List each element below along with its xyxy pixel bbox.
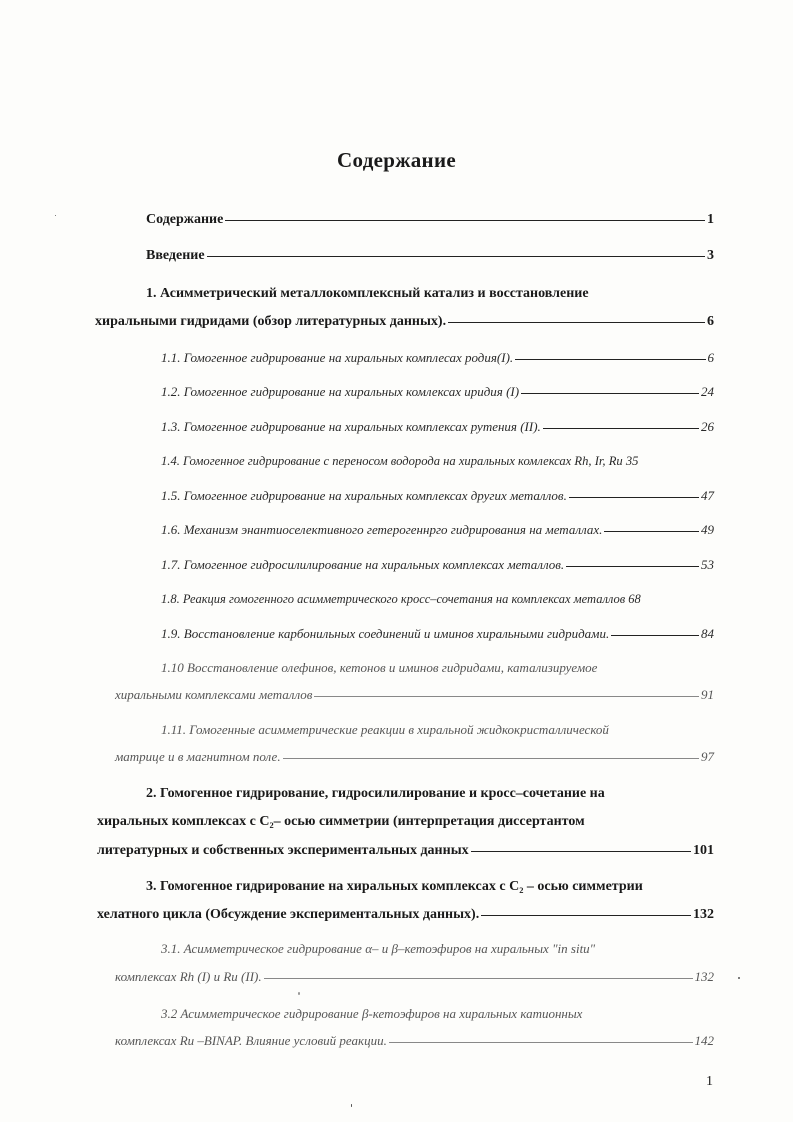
toc-entry-contents[interactable] [146,212,714,228]
entry-page: 132 [693,907,714,922]
toc-entry-1-3[interactable] [161,419,714,435]
entry-label: комплексах Rh (I) и Ru (II). [115,969,262,984]
entry-label: хиральными комплексами металлов [115,687,313,702]
toc-entry-3-2-line1[interactable]: 3.2 Асимметрическое гидрирование β-кетоэфиров на хиральных катионных [161,1006,583,1021]
leader-line [389,1042,693,1043]
entry-page: 24 [701,384,714,399]
toc-entry-1-line1[interactable]: 1. Асимметрический металлокомплексный катализ и восстановление [146,286,589,301]
entry-page: 142 [694,1033,714,1048]
toc-entry-1-11[interactable] [115,749,714,765]
entry-label: Введение [146,248,205,263]
toc-entry-1-10-line1[interactable]: 1.10 Восстановление олефинов, кетонов и иминов гидридами, катализируемое [161,660,598,675]
entry-label: 1.9. Восстановление карбонильных соединений и иминов хиральными гидридами. [161,626,610,641]
page-title: Содержание [337,148,456,172]
leader-line [264,978,693,979]
entry-page: 47 [701,488,714,503]
leader-line [611,635,699,636]
scan-speck [298,992,300,995]
toc-entry-1-1[interactable] [161,350,714,366]
entry-page: 49 [701,522,714,537]
toc-entry-3-1-line1[interactable]: 3.1. Асимметрическое гидрирование α– и β–кетоэфиров на хиральных "in situ" [161,941,596,956]
toc-entry-1-5[interactable] [161,488,714,504]
leader-line [604,531,699,532]
leader-line [448,322,705,323]
toc-entry-3-line1[interactable]: 3. Гомогенное гидрирование на хиральных комплексах с C₂ – осью симметрии [146,879,643,894]
leader-line [569,497,699,498]
entry-label: 1.1. Гомогенное гидрирование на хиральных комплесах родия(I). [161,350,514,365]
entry-label: Содержание [146,212,224,227]
toc-entry-1-2[interactable] [161,384,714,400]
leader-line [471,851,691,852]
entry-page: 6 [707,314,714,329]
entry-page: 97 [701,749,714,764]
scan-speck [55,215,56,216]
entry-label: хелатного цикла (Обсуждение экспериментальных данных). [97,907,480,922]
toc-entry-2[interactable] [97,843,714,859]
entry-page: 132 [694,969,714,984]
entry-page: 6 [707,350,714,365]
entry-page: 84 [701,626,714,641]
leader-line [283,758,699,759]
entry-label: матрице и в магнитном поле. [115,749,281,764]
toc-entry-1-10[interactable] [115,687,714,703]
toc-entry-3-1[interactable] [115,969,714,985]
toc-entry-2-line2[interactable]: хиральных комплексах с C₂– осью симметрии (интерпретация диссертантом [97,814,585,829]
toc-entry-2-line1[interactable]: 2. Гомогенное гидрирование, гидросилилирование и кросс–сочетание на [146,786,605,801]
entry-label: комплексах Ru –BINAP. Влияние условий реакции. [115,1033,387,1048]
toc-entry-1-11-line1[interactable]: 1.11. Гомогенные асимметрические реакции в хиральной жидкокристаллической [161,722,609,737]
entry-label: хиральными гидридами (обзор литературных данных). [95,314,447,329]
entry-label: 1.7. Гомогенное гидросилилирование на хиральных комплексах металлов. [161,557,565,572]
leader-line [566,566,699,567]
leader-line [225,220,705,221]
toc-entry-1-7[interactable] [161,557,714,573]
entry-page: 91 [701,687,714,702]
entry-label: литературных и собственных экспериментальных данных [97,843,469,858]
entry-page: 53 [701,557,714,572]
entry-label: 1.6. Механизм энантиоселективного гетерогеннрго гидрирования на металлах. [161,522,603,537]
scan-speck [738,977,740,979]
toc-entry-introduction[interactable] [146,248,714,264]
entry-label: 1.3. Гомогенное гидрирование на хиральных комплексах рутения (II). [161,419,541,434]
toc-entry-3[interactable] [97,907,714,923]
toc-entry-3-2[interactable] [115,1033,714,1049]
entry-page: 3 [707,248,714,263]
entry-page: 1 [707,212,714,227]
entry-page: 26 [701,419,714,434]
toc-entry-1-4[interactable]: 1.4. Гомогенное гидрирование с переносом водорода на хиральных комлексах Rh, Ir, Ru 35 [161,454,639,468]
toc-entry-1-9[interactable] [161,626,714,642]
leader-line [515,359,705,360]
entry-label: 1.5. Гомогенное гидрирование на хиральных комплексах других металлов. [161,488,567,503]
page-number: 1 [706,1074,713,1089]
toc-entry-1-8[interactable]: 1.8. Реакция гомогенного асимметрического кросс–сочетания на комплексах металлов 68 [161,592,641,606]
entry-page: 101 [693,843,714,858]
leader-line [314,696,699,697]
toc-entry-1[interactable] [95,314,714,330]
leader-line [481,915,691,916]
leader-line [543,428,699,429]
toc-entry-1-6[interactable] [161,522,714,538]
entry-label: 1.2. Гомогенное гидрирование на хиральных комлексах иридия (I) [161,384,520,399]
scan-speck [351,1104,352,1107]
leader-line [521,393,699,394]
leader-line [207,256,705,257]
